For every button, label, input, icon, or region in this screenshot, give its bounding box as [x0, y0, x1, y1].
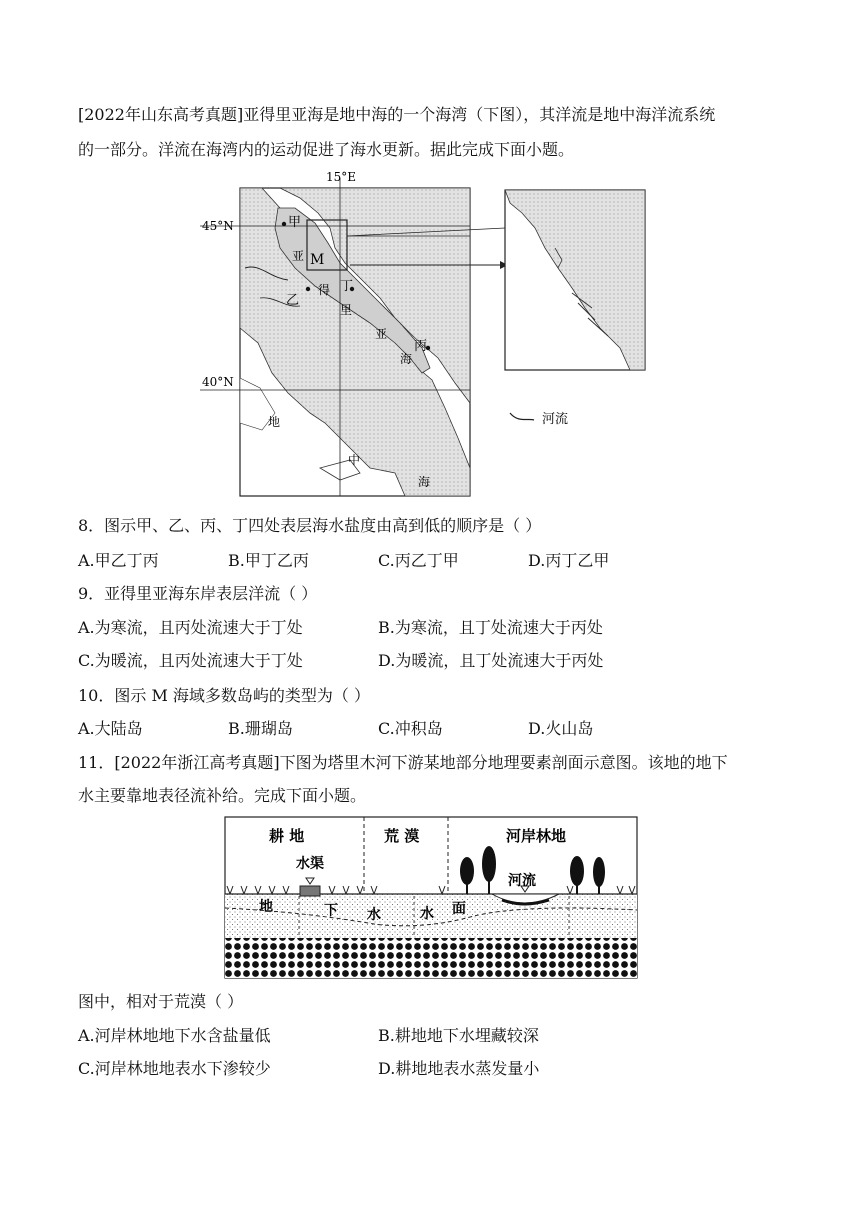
- label-yi: 乙: [286, 293, 300, 308]
- q9-opt-a[interactable]: A.为寒流，且丙处流速大于丁处: [78, 618, 303, 637]
- tarim-profile-figure: [224, 816, 638, 980]
- lat45-label: 45°N: [202, 219, 234, 233]
- svg-text:地: 地: [259, 899, 273, 915]
- intro-line-2: 的一部分。洋流在海湾内的运动促进了海水更新。据此完成下面小题。: [78, 140, 575, 159]
- label-m: M: [310, 252, 325, 268]
- q9-opt-b[interactable]: B.为寒流，且丁处流速大于丙处: [378, 618, 603, 637]
- q10-opt-d[interactable]: D.火山岛: [528, 719, 594, 738]
- q10-opt-b[interactable]: B.珊瑚岛: [228, 719, 293, 738]
- svg-text:下: 下: [324, 903, 338, 919]
- fig-label-river: 河流: [508, 873, 536, 889]
- q8-stem: 8．图示甲、乙、丙、丁四处表层海水盐度由高到低的顺序是（ ）: [78, 516, 542, 535]
- q11-line-1: 11．[2022年浙江高考真题]下图为塔里木河下游某地部分地理要素剖面示意图。该地的地下: [78, 753, 728, 772]
- svg-text:水: 水: [420, 906, 434, 922]
- q8-opt-c[interactable]: C.丙乙丁甲: [378, 551, 459, 570]
- q10-opt-c[interactable]: C.冲积岛: [378, 719, 443, 738]
- lat40-label: 40°N: [202, 375, 234, 389]
- svg-text:地: 地: [268, 415, 281, 429]
- svg-text:亚: 亚: [375, 327, 388, 341]
- fig-label-desert: 荒 漠: [384, 827, 420, 845]
- adriatic-map: [200, 168, 660, 500]
- q9-stem: 9．亚得里亚海东岸表层洋流（ ）: [78, 584, 318, 603]
- q8-opt-a[interactable]: A.甲乙丁丙: [78, 551, 159, 570]
- q11-opt-b[interactable]: B.耕地地下水埋藏较深: [378, 1026, 539, 1045]
- q11-line-2: 水主要靠地表径流补给。完成下面小题。: [78, 786, 367, 805]
- intro-line-1: [2022年山东高考真题]亚得里亚海是地中海的一个海湾（下图），其洋流是地中海洋流系统: [78, 105, 716, 124]
- q8-opt-d[interactable]: D.丙丁乙甲: [528, 551, 610, 570]
- q11-stem: 图中，相对于荒漠（ ）: [78, 992, 244, 1011]
- svg-text:面: 面: [452, 901, 466, 917]
- label-ding: 丁: [340, 279, 354, 294]
- svg-text:中: 中: [348, 453, 361, 467]
- q11-opt-d[interactable]: D.耕地地表水蒸发量小: [378, 1059, 540, 1078]
- label-jia: 甲: [288, 215, 302, 230]
- label-bing: 丙: [414, 339, 428, 354]
- fig-label-farmland: 耕 地: [269, 827, 305, 845]
- lon-label: 15°E: [326, 170, 357, 184]
- q11-opt-c[interactable]: C.河岸林地地表水下渗较少: [78, 1059, 271, 1078]
- svg-text:得: 得: [318, 283, 331, 297]
- svg-text:海: 海: [418, 475, 431, 489]
- fig-label-forest: 河岸林地: [506, 827, 567, 845]
- svg-text:里: 里: [340, 303, 353, 317]
- svg-text:亚: 亚: [292, 249, 305, 263]
- q8-opt-b[interactable]: B.甲丁乙丙: [228, 551, 309, 570]
- fig-label-canal: 水渠: [296, 856, 324, 872]
- svg-text:海: 海: [400, 352, 413, 366]
- river-legend-icon: [510, 413, 534, 420]
- legend-river-label: 河流: [542, 412, 569, 427]
- q9-opt-c[interactable]: C.为暖流，且丙处流速大于丁处: [78, 651, 303, 670]
- q11-opt-a[interactable]: A.河岸林地地下水含盐量低: [78, 1026, 271, 1045]
- q9-opt-d[interactable]: D.为暖流，且丁处流速大于丙处: [378, 651, 604, 670]
- q10-stem: 10．图示 M 海域多数岛屿的类型为（ ）: [78, 686, 371, 705]
- q10-opt-a[interactable]: A.大陆岛: [78, 719, 143, 738]
- svg-text:水: 水: [367, 907, 381, 923]
